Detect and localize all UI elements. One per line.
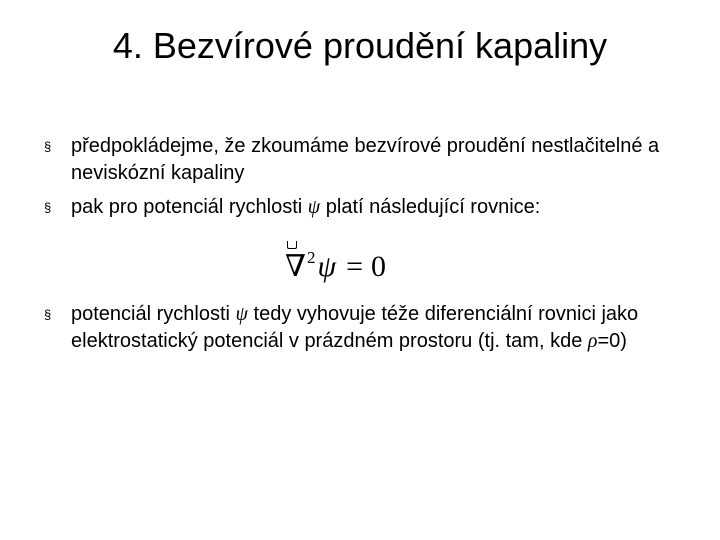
psi-symbol: ψ xyxy=(307,196,321,218)
vector-mark-icon xyxy=(287,241,297,249)
slide-title: 4. Bezvírové proudění kapaliny xyxy=(112,25,608,66)
bullet-text: předpokládejme, že zkoumáme bezvírové proudění nestlačitelné a neviskózní kapaliny xyxy=(71,135,660,184)
rho-symbol: ρ xyxy=(587,330,598,352)
nabla-symbol: ∇ xyxy=(285,250,306,283)
bullet-text-part: platí následující rovnice: xyxy=(320,196,541,218)
bullet-text-part: pak pro potenciál rychlosti xyxy=(71,196,308,218)
bullet-item-assumption xyxy=(44,133,664,187)
psi-symbol: ψ xyxy=(235,303,248,325)
bullet-text-part: potenciál rychlosti xyxy=(71,303,236,325)
bullet-marker: § xyxy=(44,139,52,154)
bullet-text-part: =0) xyxy=(597,330,627,352)
nabla-operator xyxy=(285,243,306,291)
bullet-item-conclusion xyxy=(44,301,664,355)
bullet-text xyxy=(71,301,664,355)
bullet-marker: § xyxy=(44,307,52,322)
bullet-marker: § xyxy=(44,200,52,215)
equation-rhs: 0 xyxy=(371,250,387,283)
equation-variable: ψ xyxy=(317,250,337,283)
bullet-text xyxy=(71,194,664,221)
equation-exponent: 2 xyxy=(306,248,316,267)
equation-equals: = xyxy=(346,250,364,283)
bullet-text-part: tedy vyhovuje téže diferenciální rovnici jako elektrostatický potenciál v prázdném prostoru (tj. tam, kde xyxy=(71,303,639,352)
laplace-equation xyxy=(285,234,386,282)
bullet-item-equation-intro xyxy=(44,194,664,221)
